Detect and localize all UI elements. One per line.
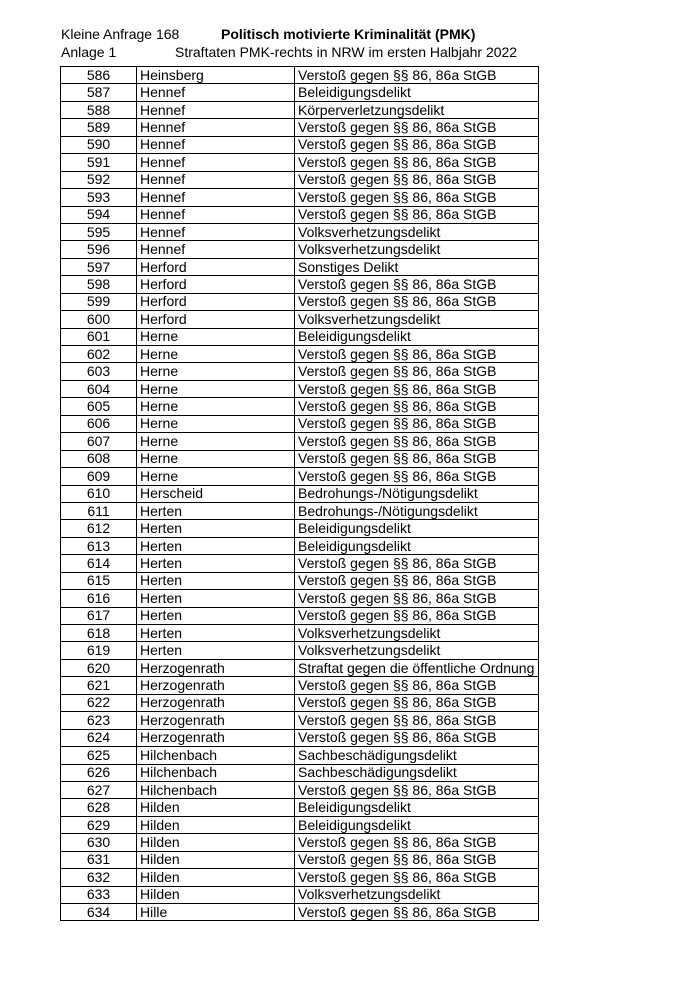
municipality: Hilden	[137, 851, 295, 868]
row-number: 607	[61, 433, 137, 450]
offense-type: Verstoß gegen §§ 86, 86a StGB	[295, 468, 539, 485]
offense-type: Verstoß gegen §§ 86, 86a StGB	[295, 398, 539, 415]
municipality: Herscheid	[137, 485, 295, 502]
municipality: Hennef	[137, 206, 295, 223]
offense-type: Verstoß gegen §§ 86, 86a StGB	[295, 154, 539, 171]
offense-type: Beleidigungsdelikt	[295, 537, 539, 554]
row-number: 601	[61, 328, 137, 345]
table-row	[61, 223, 539, 240]
offense-type: Beleidigungsdelikt	[295, 328, 539, 345]
table-row	[61, 171, 539, 188]
municipality: Hilden	[137, 834, 295, 851]
table-row	[61, 189, 539, 206]
offense-type: Volksverhetzungsdelikt	[295, 223, 539, 240]
offense-type: Verstoß gegen §§ 86, 86a StGB	[295, 450, 539, 467]
table-row	[61, 764, 539, 781]
municipality: Herne	[137, 450, 295, 467]
row-number: 609	[61, 468, 137, 485]
municipality: Hille	[137, 904, 295, 921]
offense-type: Verstoß gegen §§ 86, 86a StGB	[295, 67, 539, 84]
offense-type: Verstoß gegen §§ 86, 86a StGB	[295, 189, 539, 206]
row-number: 620	[61, 659, 137, 676]
municipality: Herzogenrath	[137, 694, 295, 711]
table-row	[61, 520, 539, 537]
offense-type: Verstoß gegen §§ 86, 86a StGB	[295, 433, 539, 450]
row-number: 597	[61, 258, 137, 275]
offense-type: Verstoß gegen §§ 86, 86a StGB	[295, 276, 539, 293]
municipality: Herford	[137, 311, 295, 328]
row-number: 615	[61, 572, 137, 589]
table-row	[61, 346, 539, 363]
municipality: Herne	[137, 468, 295, 485]
table-row	[61, 642, 539, 659]
row-number: 590	[61, 136, 137, 153]
table-row	[61, 607, 539, 624]
municipality: Herne	[137, 363, 295, 380]
row-number: 622	[61, 694, 137, 711]
table-row	[61, 293, 539, 310]
offense-type: Volksverhetzungsdelikt	[295, 625, 539, 642]
municipality: Hennef	[137, 154, 295, 171]
table-row	[61, 101, 539, 118]
row-number: 591	[61, 154, 137, 171]
row-number: 632	[61, 869, 137, 886]
offense-type: Sachbeschädigungsdelikt	[295, 747, 539, 764]
row-number: 634	[61, 904, 137, 921]
offense-type: Verstoß gegen §§ 86, 86a StGB	[295, 712, 539, 729]
municipality: Herten	[137, 607, 295, 624]
offense-table	[60, 66, 539, 921]
row-number: 596	[61, 241, 137, 258]
row-number: 617	[61, 607, 137, 624]
offense-type: Verstoß gegen §§ 86, 86a StGB	[295, 694, 539, 711]
municipality: Hennef	[137, 171, 295, 188]
municipality: Hilden	[137, 869, 295, 886]
table-row	[61, 119, 539, 136]
offense-type: Verstoß gegen §§ 86, 86a StGB	[295, 380, 539, 397]
offense-type: Verstoß gegen §§ 86, 86a StGB	[295, 572, 539, 589]
row-number: 633	[61, 886, 137, 903]
document-reference: Kleine Anfrage 168	[61, 26, 180, 42]
table-row	[61, 136, 539, 153]
row-number: 603	[61, 363, 137, 380]
table-row	[61, 886, 539, 903]
row-number: 587	[61, 84, 137, 101]
table-row	[61, 712, 539, 729]
offense-type: Beleidigungsdelikt	[295, 799, 539, 816]
table-row	[61, 380, 539, 397]
row-number: 623	[61, 712, 137, 729]
offense-table-body	[61, 67, 539, 921]
municipality: Hennef	[137, 136, 295, 153]
offense-type: Sachbeschädigungsdelikt	[295, 764, 539, 781]
municipality: Hilden	[137, 799, 295, 816]
offense-type: Beleidigungsdelikt	[295, 816, 539, 833]
table-row	[61, 834, 539, 851]
municipality: Herten	[137, 625, 295, 642]
row-number: 610	[61, 485, 137, 502]
table-row	[61, 485, 539, 502]
row-number: 595	[61, 223, 137, 240]
municipality: Herne	[137, 398, 295, 415]
offense-type: Bedrohungs-/Nötigungsdelikt	[295, 485, 539, 502]
row-number: 606	[61, 415, 137, 432]
offense-type: Verstoß gegen §§ 86, 86a StGB	[295, 607, 539, 624]
row-number: 608	[61, 450, 137, 467]
table-row	[61, 904, 539, 921]
municipality: Herne	[137, 380, 295, 397]
offense-type: Straftat gegen die öffentliche Ordnung	[295, 659, 539, 676]
table-row	[61, 799, 539, 816]
municipality: Hennef	[137, 189, 295, 206]
municipality: Hilchenbach	[137, 747, 295, 764]
table-row	[61, 851, 539, 868]
row-number: 594	[61, 206, 137, 223]
municipality: Herne	[137, 346, 295, 363]
municipality: Hilchenbach	[137, 764, 295, 781]
municipality: Herzogenrath	[137, 712, 295, 729]
municipality: Herten	[137, 572, 295, 589]
table-row	[61, 311, 539, 328]
offense-type: Beleidigungsdelikt	[295, 84, 539, 101]
municipality: Herne	[137, 433, 295, 450]
municipality: Hennef	[137, 119, 295, 136]
municipality: Herford	[137, 276, 295, 293]
table-row	[61, 154, 539, 171]
row-number: 600	[61, 311, 137, 328]
row-number: 626	[61, 764, 137, 781]
offense-type: Volksverhetzungsdelikt	[295, 311, 539, 328]
table-row	[61, 502, 539, 519]
municipality: Hilden	[137, 886, 295, 903]
row-number: 624	[61, 729, 137, 746]
row-number: 625	[61, 747, 137, 764]
offense-type: Verstoß gegen §§ 86, 86a StGB	[295, 555, 539, 572]
municipality: Herten	[137, 555, 295, 572]
municipality: Herne	[137, 328, 295, 345]
offense-type: Verstoß gegen §§ 86, 86a StGB	[295, 171, 539, 188]
row-number: 604	[61, 380, 137, 397]
table-row	[61, 555, 539, 572]
municipality: Herten	[137, 502, 295, 519]
municipality: Herten	[137, 590, 295, 607]
municipality: Hennef	[137, 84, 295, 101]
table-row	[61, 747, 539, 764]
row-number: 621	[61, 677, 137, 694]
offense-type: Verstoß gegen §§ 86, 86a StGB	[295, 415, 539, 432]
offense-type: Volksverhetzungsdelikt	[295, 886, 539, 903]
offense-type: Verstoß gegen §§ 86, 86a StGB	[295, 363, 539, 380]
row-number: 612	[61, 520, 137, 537]
offense-type: Beleidigungsdelikt	[295, 520, 539, 537]
table-row	[61, 590, 539, 607]
offense-type: Verstoß gegen §§ 86, 86a StGB	[295, 590, 539, 607]
table-row	[61, 84, 539, 101]
row-number: 593	[61, 189, 137, 206]
offense-type: Verstoß gegen §§ 86, 86a StGB	[295, 904, 539, 921]
table-row	[61, 869, 539, 886]
row-number: 619	[61, 642, 137, 659]
row-number: 586	[61, 67, 137, 84]
municipality: Herten	[137, 537, 295, 554]
row-number: 613	[61, 537, 137, 554]
row-number: 628	[61, 799, 137, 816]
offense-type: Verstoß gegen §§ 86, 86a StGB	[295, 851, 539, 868]
row-number: 589	[61, 119, 137, 136]
row-number: 629	[61, 816, 137, 833]
offense-type: Verstoß gegen §§ 86, 86a StGB	[295, 119, 539, 136]
table-row	[61, 328, 539, 345]
table-row	[61, 677, 539, 694]
municipality: Hennef	[137, 223, 295, 240]
table-row	[61, 659, 539, 676]
table-row	[61, 468, 539, 485]
table-row	[61, 729, 539, 746]
table-row	[61, 276, 539, 293]
table-row	[61, 694, 539, 711]
municipality: Herten	[137, 520, 295, 537]
table-row	[61, 258, 539, 275]
offense-type: Körperverletzungsdelikt	[295, 101, 539, 118]
offense-type: Verstoß gegen §§ 86, 86a StGB	[295, 677, 539, 694]
row-number: 605	[61, 398, 137, 415]
offense-type: Bedrohungs-/Nötigungsdelikt	[295, 502, 539, 519]
table-row	[61, 572, 539, 589]
table-row	[61, 206, 539, 223]
offense-type: Verstoß gegen §§ 86, 86a StGB	[295, 346, 539, 363]
row-number: 614	[61, 555, 137, 572]
offense-type: Verstoß gegen §§ 86, 86a StGB	[295, 781, 539, 798]
offense-type: Verstoß gegen §§ 86, 86a StGB	[295, 136, 539, 153]
row-number: 611	[61, 502, 137, 519]
municipality: Hilden	[137, 816, 295, 833]
offense-type: Verstoß gegen §§ 86, 86a StGB	[295, 729, 539, 746]
table-row	[61, 816, 539, 833]
row-number: 616	[61, 590, 137, 607]
municipality: Heinsberg	[137, 67, 295, 84]
table-row	[61, 241, 539, 258]
offense-type: Sonstiges Delikt	[295, 258, 539, 275]
municipality: Hennef	[137, 241, 295, 258]
table-row	[61, 398, 539, 415]
table-row	[61, 781, 539, 798]
municipality: Herford	[137, 293, 295, 310]
offense-type: Volksverhetzungsdelikt	[295, 642, 539, 659]
row-number: 598	[61, 276, 137, 293]
municipality: Herzogenrath	[137, 659, 295, 676]
table-row	[61, 625, 539, 642]
offense-type: Verstoß gegen §§ 86, 86a StGB	[295, 206, 539, 223]
row-number: 630	[61, 834, 137, 851]
row-number: 592	[61, 171, 137, 188]
table-row	[61, 67, 539, 84]
table-row	[61, 537, 539, 554]
row-number: 588	[61, 101, 137, 118]
table-row	[61, 450, 539, 467]
municipality: Hilchenbach	[137, 781, 295, 798]
municipality: Herten	[137, 642, 295, 659]
row-number: 599	[61, 293, 137, 310]
table-row	[61, 433, 539, 450]
offense-type: Volksverhetzungsdelikt	[295, 241, 539, 258]
table-row	[61, 415, 539, 432]
offense-type: Verstoß gegen §§ 86, 86a StGB	[295, 869, 539, 886]
page-subtitle: Straftaten PMK-rechts in NRW im ersten Halbjahr 2022	[175, 44, 518, 60]
table-row	[61, 363, 539, 380]
municipality: Herford	[137, 258, 295, 275]
municipality: Herzogenrath	[137, 729, 295, 746]
row-number: 618	[61, 625, 137, 642]
municipality: Hennef	[137, 101, 295, 118]
municipality: Herzogenrath	[137, 677, 295, 694]
annex-label: Anlage 1	[61, 44, 117, 60]
municipality: Herne	[137, 415, 295, 432]
offense-type: Verstoß gegen §§ 86, 86a StGB	[295, 834, 539, 851]
row-number: 631	[61, 851, 137, 868]
page-title: Politisch motivierte Kriminalität (PMK)	[221, 26, 476, 42]
row-number: 627	[61, 781, 137, 798]
row-number: 602	[61, 346, 137, 363]
offense-type: Verstoß gegen §§ 86, 86a StGB	[295, 293, 539, 310]
